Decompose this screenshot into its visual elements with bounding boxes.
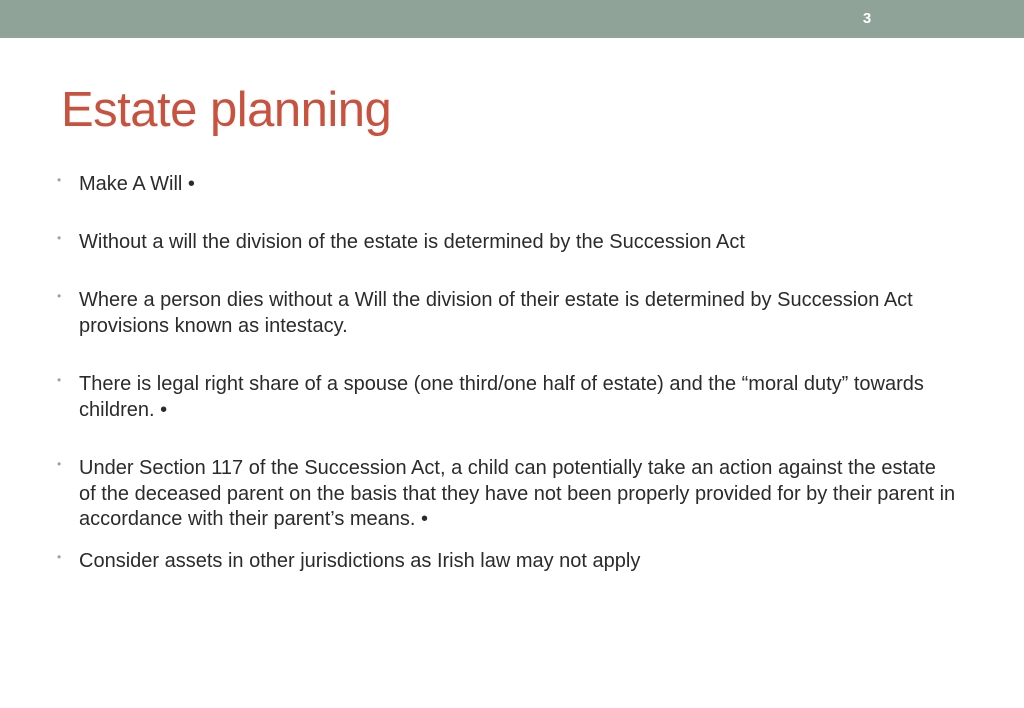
bullet-text: There is legal right share of a spouse (one third/one half of estate) and the “moral duty” towards children. • xyxy=(79,373,924,421)
bullet-text: Make A Will • xyxy=(79,173,195,195)
slide-number: 3 xyxy=(862,10,872,27)
slide-title: Estate planning xyxy=(61,83,392,137)
bullet-marker: • xyxy=(57,231,62,245)
bullet-text: Under Section 117 of the Succession Act, a child can potentially take an action against the estate of the deceased parent on the basis that they have not been properly provided for by their parent in accordance with their parent’s means. • xyxy=(79,457,956,530)
bullet-item xyxy=(57,456,957,533)
bullet-marker: • xyxy=(57,373,62,387)
bullet-marker: • xyxy=(57,550,62,564)
top-bar xyxy=(0,0,1024,38)
bullet-item xyxy=(57,372,957,423)
bullet-marker: • xyxy=(57,457,62,471)
bullet-text: Where a person dies without a Will the division of their estate is determined by Succession Act provisions known as intestacy. xyxy=(79,289,913,337)
bullet-item xyxy=(57,172,957,198)
bullet-item xyxy=(57,288,957,339)
bullet-item xyxy=(57,549,957,575)
bullet-marker: • xyxy=(57,173,62,187)
bullet-item xyxy=(57,230,957,256)
bullet-marker: • xyxy=(57,289,62,303)
bullet-text: Without a will the division of the estate is determined by the Succession Act xyxy=(79,231,745,253)
bullet-text: Consider assets in other jurisdictions as Irish law may not apply xyxy=(79,550,641,572)
